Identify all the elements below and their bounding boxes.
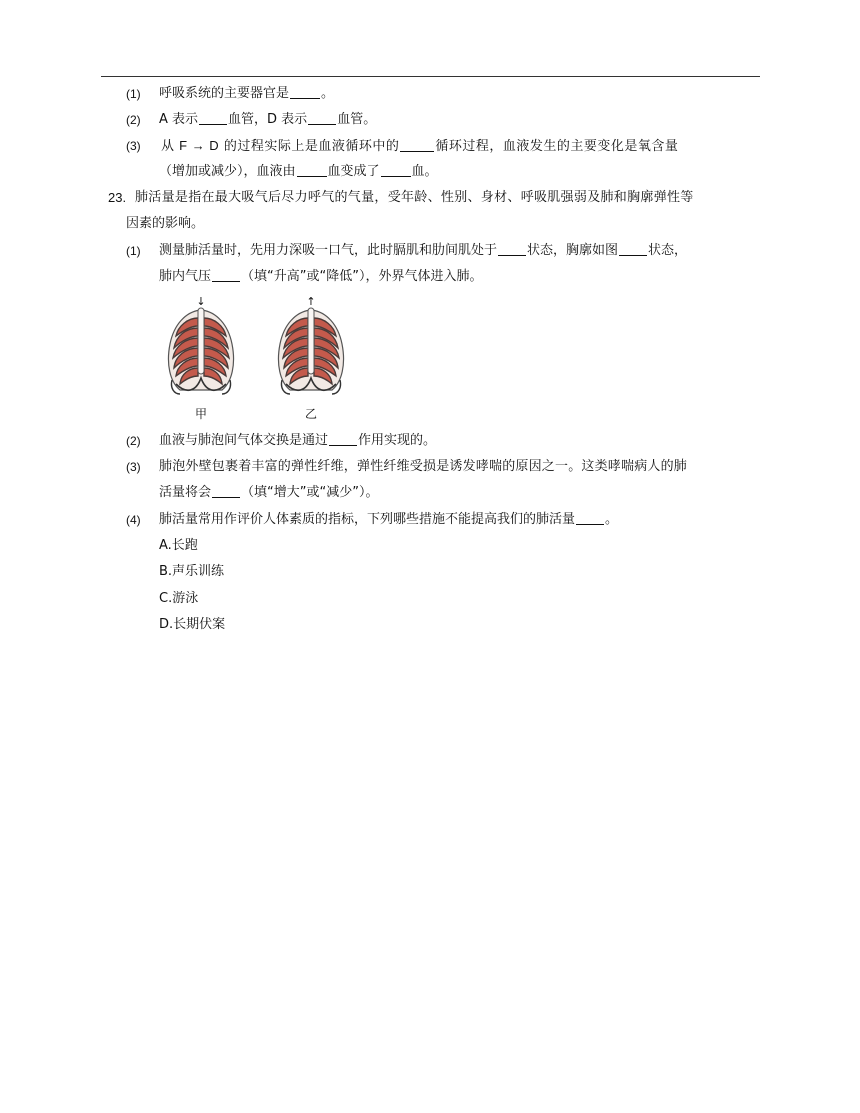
f-to-d-expression: F → D (179, 138, 220, 153)
q23-sub3-text-b: （填“增大”或“减少”）。 (241, 485, 379, 500)
q23-sub3-line1: 肺泡外壁包裹着丰富的弹性纤维，弹性纤维受损是诱发哮喘的原因之一。这类哮喘病人的肺 (159, 459, 688, 474)
q23-sub4-number: (4) (126, 513, 141, 527)
q22-sub1-number: (1) (126, 87, 141, 101)
answer-blank[interactable] (308, 110, 336, 125)
ribcage-figure (160, 296, 346, 422)
q22-sub2-text-b: 血管，D 表示 (228, 112, 308, 127)
down-arrow-icon: ↓ (196, 296, 206, 308)
q23-sub1-text-b: 状态，胸廓如图 (527, 243, 619, 258)
q22-sub2-number: (2) (126, 113, 141, 127)
option-c[interactable]: C.游泳 (159, 591, 199, 606)
q23-sub1-text-a: 测量肺活量时，先用力深吸一口气，此时膈肌和肋间肌处于 (159, 243, 498, 258)
answer-blank[interactable] (297, 162, 327, 177)
q22-sub3-text-a: 从 (161, 139, 180, 154)
q22-sub2-text-a: A 表示 (159, 112, 199, 127)
q23-number: 23. (108, 190, 127, 205)
answer-blank[interactable] (212, 483, 240, 498)
q23-sub1-text-e: （填“升高”或“降低”），外界气体进入肺。 (241, 269, 483, 284)
q22-sub3-text-f: 血。 (411, 164, 438, 179)
q22-sub3-text-b: 的过程实际上是血液循环中的 (219, 139, 400, 154)
answer-blank[interactable] (381, 162, 411, 177)
header-rule (101, 76, 760, 77)
answer-blank[interactable] (576, 510, 604, 525)
q22-sub3-number: (3) (126, 139, 141, 153)
q22-sub1-text-b: 。 (321, 86, 335, 101)
answer-blank[interactable] (619, 241, 647, 256)
q22-sub2-text-c: 血管。 (337, 112, 377, 127)
answer-blank[interactable] (400, 137, 434, 152)
q23-sub2-text (159, 431, 436, 451)
figure-label-jia: 甲 (194, 407, 208, 421)
answer-blank[interactable] (329, 431, 357, 446)
q22-sub3-text-c: 循环过程，血液发生的主要变化是氧含量 (435, 139, 679, 154)
q23-sub2-number: (2) (126, 434, 141, 448)
answer-blank[interactable] (199, 110, 227, 125)
q23-sub1-line2 (159, 267, 482, 287)
q23-sub2-text-b: 作用实现的。 (358, 433, 437, 448)
ribcage-svg (160, 296, 346, 422)
answer-blank[interactable] (212, 267, 240, 282)
ribcage-jia (168, 308, 233, 394)
q23-sub1-text-c: 状态， (648, 243, 688, 258)
q23-sub4-text-b: 。 (605, 512, 619, 527)
answer-blank[interactable] (290, 84, 320, 99)
ribcage-yi (278, 308, 343, 394)
option-a[interactable]: A.长跑 (159, 538, 198, 553)
option-b[interactable]: B.声乐训练 (159, 564, 225, 579)
figure-label-yi: 乙 (304, 407, 318, 421)
q23-sub3-line2 (159, 483, 378, 503)
answer-blank[interactable] (498, 241, 526, 256)
q23-sub1-number: (1) (126, 244, 141, 258)
q23-stem-line1: 肺活量是指在最大吸气后尽力呼气的气量，受年龄、性别、身材、呼吸肌强弱及肺和胸廓弹性等 (135, 190, 694, 205)
q22-sub3-text-e: 血变成了 (327, 164, 380, 179)
q23-sub1-line1 (159, 241, 687, 261)
q23-sub3-text-a: 活量将会 (159, 485, 212, 500)
q23-stem-line2: 因素的影响。 (126, 216, 205, 231)
q22-sub1-text (159, 84, 334, 104)
q23-sub2-text-a: 血液与肺泡间气体交换是通过 (159, 433, 329, 448)
q23-sub4-text (159, 510, 618, 530)
q23-sub1-text-d: 肺内气压 (159, 269, 212, 284)
q22-sub3-line2 (159, 162, 438, 182)
q22-sub2-text (159, 110, 376, 130)
option-d[interactable]: D.长期伏案 (159, 617, 226, 632)
q23-sub3-number: (3) (126, 460, 141, 474)
q22-sub3-line1 (161, 136, 678, 157)
q23-sub4-text-a: 肺活量常用作评价人体素质的指标，下列哪些措施不能提高我们的肺活量 (159, 512, 576, 527)
up-arrow-icon: ↑ (306, 296, 316, 308)
q22-sub1-text-a: 呼吸系统的主要器官是 (159, 86, 290, 101)
q22-sub3-text-d: （增加或减少），血液由 (159, 164, 296, 179)
